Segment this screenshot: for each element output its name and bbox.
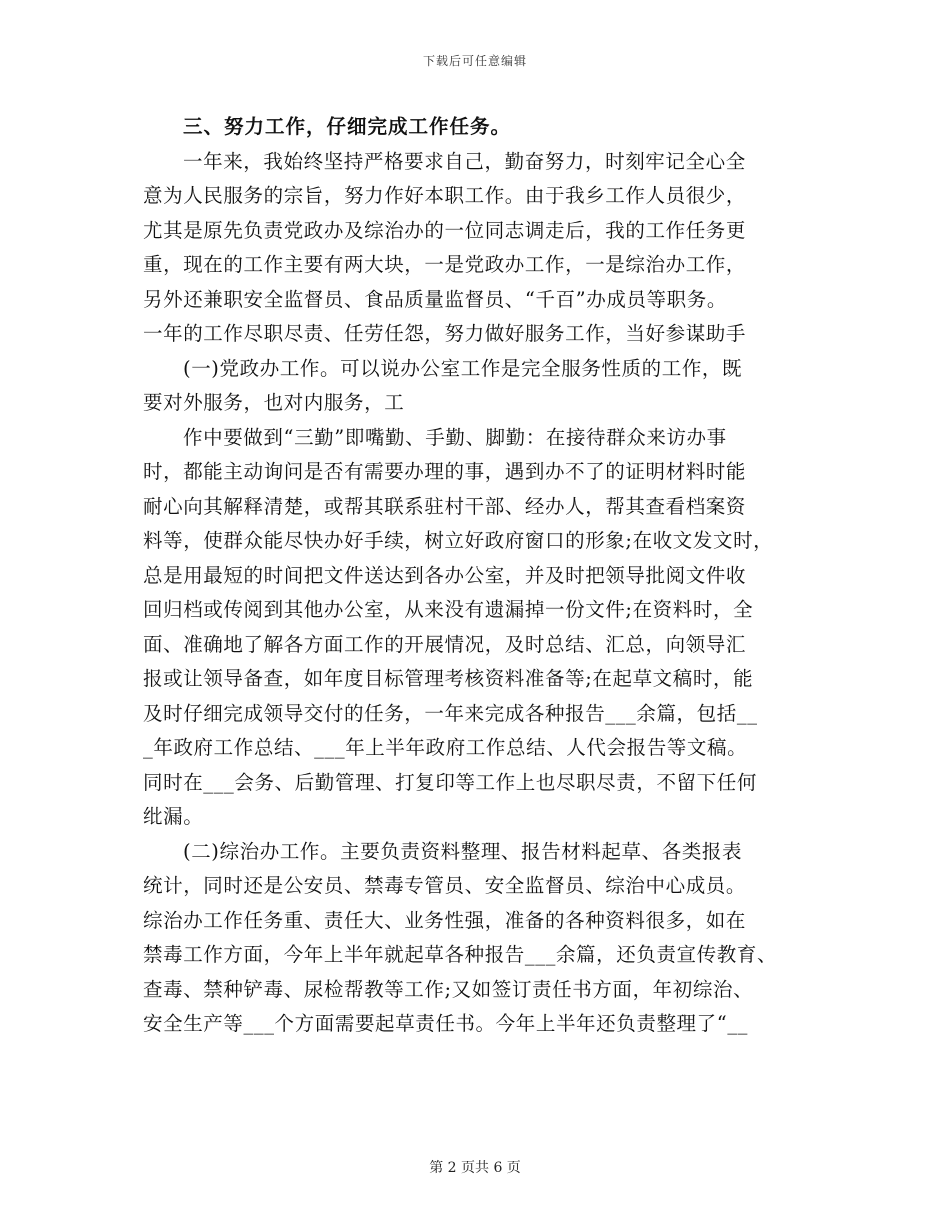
- paragraph-line: 料等，使群众能尽快办好手续，树立好政府窗口的形象;在收文发文时，: [143, 529, 774, 552]
- section-heading: 三、努力工作，仔细完成工作任务。: [183, 115, 512, 138]
- paragraph-line: 统计，同时还是公安员、禁毒专管员、安全监督员、综治中心成员。: [143, 874, 747, 897]
- paragraph-line: (一)党政办工作。可以说办公室工作是完全服务性质的工作，既: [183, 356, 743, 380]
- paragraph-line: 一年来，我始终坚持严格要求自己，勤奋努力，时刻牢记全心全: [183, 149, 746, 173]
- paragraph-line: 禁毒工作方面，今年上半年就起草各种报告___余篇，还负责宣传教育、: [143, 943, 778, 966]
- document-body: [143, 110, 815, 1042]
- paragraph-line: 综治办工作任务重、责任大、业务性强，准备的各种资料很多，如在: [143, 908, 747, 932]
- paragraph-line: 面、准确地了解各方面工作的开展情况，及时总结、汇总，向领导汇: [143, 632, 747, 656]
- paragraph-line: 作中要做到“三勤”即嘴勤、手勤、脚勤：在接待群众来访办事: [183, 425, 727, 449]
- paragraph-line: 回归档或传阅到其他办公室，从来没有遗漏掉一份文件;在资料时，全: [143, 598, 754, 621]
- paragraph-line: 另外还兼职安全监督员、食品质量监督员、“千百”办成员等职务。: [143, 287, 727, 311]
- paragraph-line: 意为人民服务的宗旨，努力作好本职工作。由于我乡工作人员很少，: [143, 184, 747, 207]
- paragraph-line: 时，都能主动询问是否有需要办理的事，遇到办不了的证明材料时能: [143, 460, 747, 483]
- paragraph-line: 尤其是原先负责党政办及综治办的一位同志调走后，我的工作任务更: [143, 218, 747, 242]
- paragraph-line: 要对外服务，也对内服务，工: [143, 391, 405, 414]
- page-number: 第 2 页共 6 页: [429, 1160, 521, 1176]
- paragraph-line: 报或让领导备查，如年度目标管理考核资料准备等;在起草文稿时，能: [143, 667, 754, 690]
- paragraph-line: (二)综治办工作。主要负责资料整理、报告材料起草、各类报表: [183, 839, 743, 863]
- paragraph-line: 查毒、禁种铲毒、尿检帮教等工作;又如签订责任书方面，年初综治、: [143, 977, 754, 1001]
- paragraph-line: 同时在___会务、后勤管理、打复印等工作上也尽职尽责，不留下任何: [143, 770, 757, 794]
- paragraph-line: 一年的工作尽职尽责、任劳任怨，努力做好服务工作，当好参谋助手: [143, 322, 747, 345]
- page-header-note: 下载后可任意编辑: [422, 54, 527, 68]
- paragraph-line: 纰漏。: [143, 805, 204, 828]
- paragraph-line: 及时仔细完成领导交付的任务，一年来完成各种报告___余篇，包括__: [143, 701, 758, 725]
- paragraph-line: 耐心向其解释清楚，或帮其联系驻村干部、经办人，帮其查看档案资: [143, 494, 747, 518]
- paragraph-line: 安全生产等___个方面需要起草责任书。今年上半年还负责整理了“__: [143, 1012, 749, 1035]
- paragraph-line: 总是用最短的时间把文件送达到各办公室，并及时把领导批阅文件收: [143, 563, 747, 587]
- paragraph-line: 重，现在的工作主要有两大块，一是党政办工作，一是综治办工作，: [143, 253, 747, 276]
- paragraph-line: _年政府工作总结、___年上半年政府工作总结、人代会报告等文稿。: [143, 736, 748, 759]
